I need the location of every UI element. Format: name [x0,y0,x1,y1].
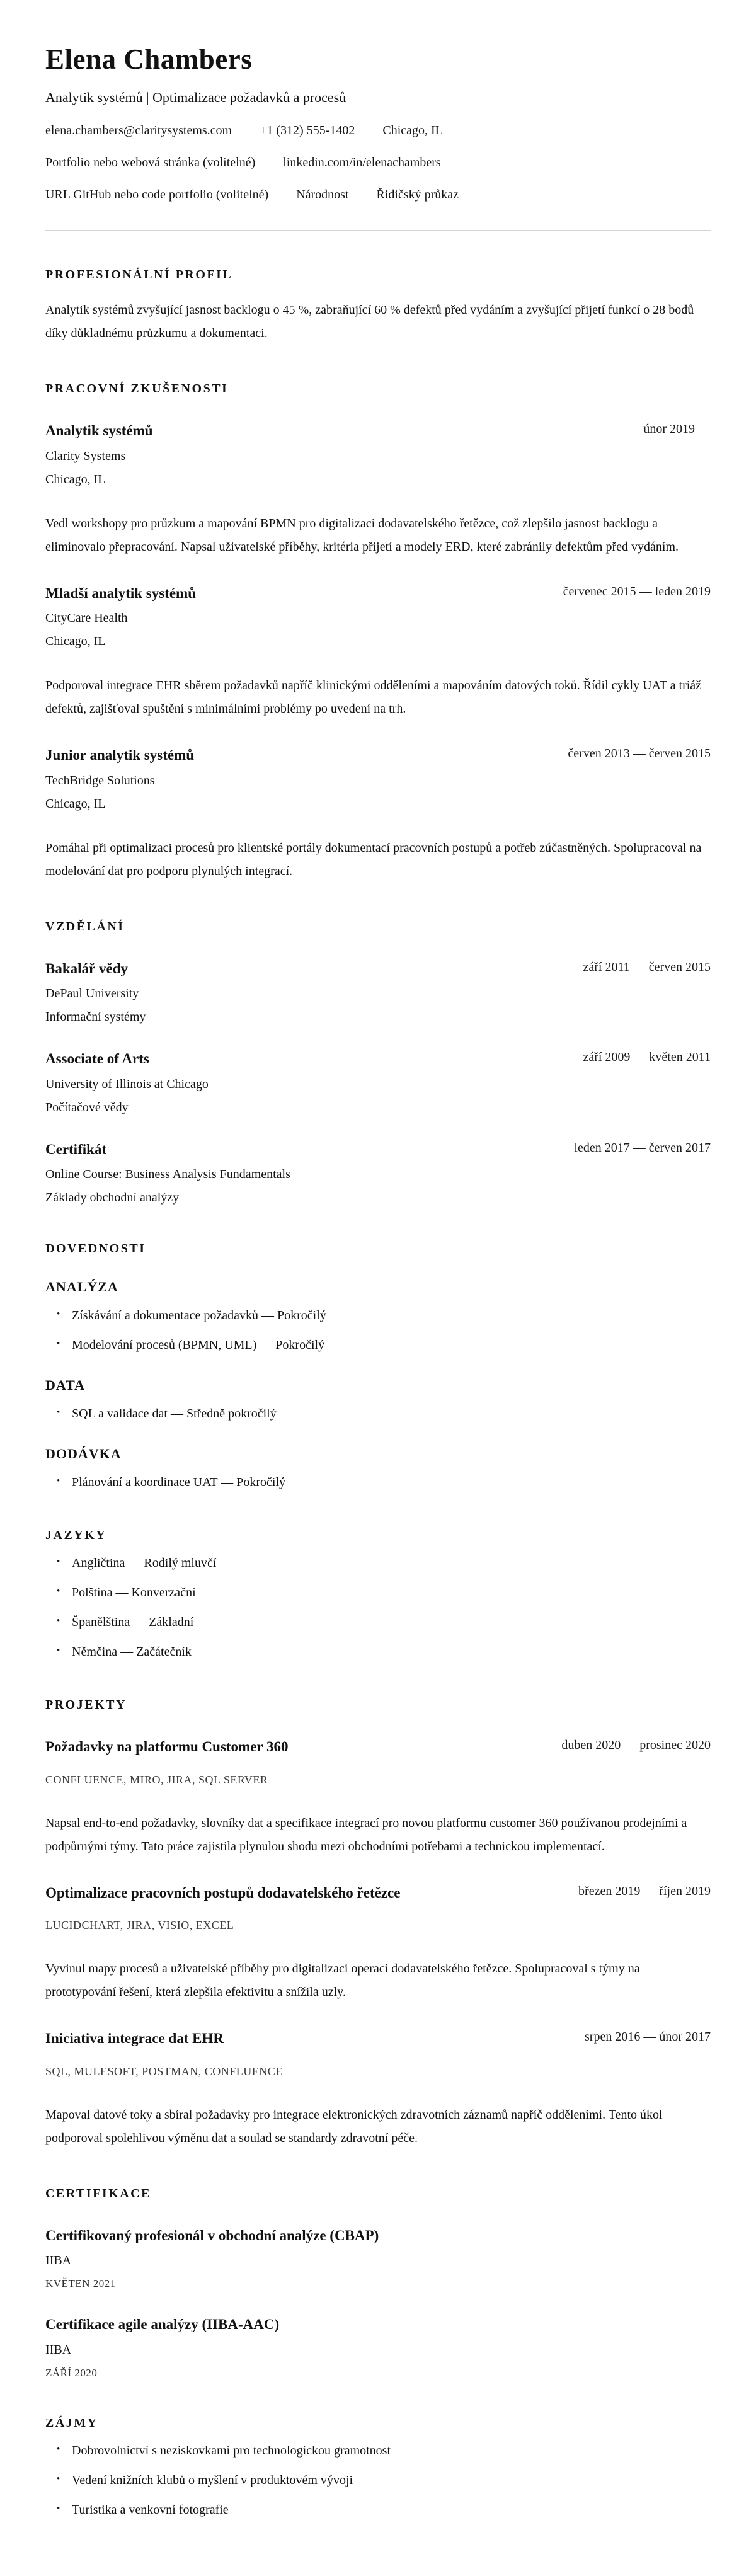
bullet-icon: • [57,2444,60,2454]
job-location: Chicago, IL [45,472,106,486]
section-experience [45,382,711,883]
project-dates: srpen 2016 — únor 2017 [585,2030,711,2044]
job-entry [45,745,711,883]
resume-header [45,43,711,231]
certification-date: KVĚTEN 2021 [45,2277,116,2289]
section-projects [45,1698,711,2150]
project-header [45,1736,711,1758]
language-list [45,1554,711,1661]
project-dates: březen 2019 — říjen 2019 [578,1884,711,1898]
contact-portfolio-placeholder: Portfolio nebo webová stránka (volitelné) [45,156,256,169]
certification-title: Certifikace agile analýzy (IIBA-AAC) [45,2316,280,2332]
project-header [45,1882,711,1904]
certification-entry [45,2314,711,2379]
job-location: Chicago, IL [45,796,106,811]
interests-heading: ZÁJMY [45,2415,98,2430]
bullet-icon: • [57,1309,60,1319]
language-item [57,1583,702,1602]
job-dates: červenec 2015 — leden 2019 [563,584,711,598]
project-title: Požadavky na platformu Customer 360 [45,1739,289,1755]
skills-heading: DOVEDNOSTI [45,1242,146,1256]
job-dates: únor 2019 — [643,422,711,436]
interest-item-label: Turistika a venkovní fotografie [72,2502,229,2517]
job-company: TechBridge Solutions [45,773,155,787]
education-dates: září 2011 — červen 2015 [583,959,711,974]
header-divider [45,230,711,231]
interest-item-label: Vedení knižních klubů o myšlení v produktovém vývoji [72,2473,353,2487]
field-of-study: Informační systémy [45,1010,146,1024]
project-entry [45,1882,711,2005]
field-of-study: Počítačové vědy [45,1100,129,1114]
contact-github-placeholder: URL GitHub nebo code portfolio (volitelné) [45,188,269,202]
contact-row-1 [45,123,711,138]
skill-group-name: DODÁVKA [45,1446,122,1462]
project-description: Mapoval datové toky a sbíral požadavky pro integrace elektronických zdravotních záznamů napříč odděleními. Tento úkol podporoval spolehlivou výměnu dat a soulad se standardy zdravotní péče. [45,2107,663,2145]
bullet-icon: • [57,1616,60,1626]
language-item-label: Němčina — Začátečník [72,1645,192,1659]
skill-list [45,1306,711,1354]
degree-title: Bakalář vědy [45,960,128,976]
bullet-icon: • [57,1586,60,1596]
languages-heading: JAZYKY [45,1528,107,1542]
contact-email: elena.chambers@claritysystems.com [45,123,232,137]
job-company: CityCare Health [45,611,128,625]
skill-item [57,1306,702,1325]
project-description: Vyvinul mapy procesů a uživatelské příběhy pro digitalizaci operací dodavatelského řetězce. Spolupracoval s týmy na prototypování řešení, která zlepšila efektivitu a snížila uzly. [45,1962,640,1999]
education-header [45,1139,711,1161]
candidate-name: Elena Chambers [45,43,253,75]
project-description: Napsal end-to-end požadavky, slovníky dat a specifikace integrací pro novou platformu customer 360 používanou prodejními a podpůrnými týmy. Tato práce zajistila plynulou shodu mezi obchodními potřebami a technickou implementací. [45,1816,687,1853]
section-certifications [45,2187,711,2379]
contact-nationality-placeholder: Národnost [296,188,349,202]
job-description: Pomáhal při optimalizaci procesů pro klientské portály dokumentací pracovních postupů a potřeb zúčastněných. Spolupracoval na modelování dat pro podporu plynulých integrací. [45,840,702,878]
language-item [57,1554,702,1572]
project-header [45,2028,711,2050]
degree-title: Certifikát [45,1141,107,1157]
degree-title: Associate of Arts [45,1051,149,1067]
certification-date: ZÁŘÍ 2020 [45,2366,98,2379]
profile-heading: PROFESIONÁLNÍ PROFIL [45,268,233,282]
education-dates: leden 2017 — červen 2017 [574,1140,711,1155]
project-dates: duben 2020 — prosinec 2020 [561,1738,711,1752]
skill-list [45,1473,711,1492]
certification-entry [45,2225,711,2291]
project-title: Optimalizace pracovních postupů dodavatelského řetězce [45,1884,401,1901]
education-dates: září 2009 — květen 2011 [583,1050,711,1064]
job-title: Junior analytik systémů [45,747,195,763]
section-languages [45,1528,711,1661]
contact-location: Chicago, IL [382,123,443,137]
job-title: Mladší analytik systémů [45,585,196,601]
contact-phone: +1 (312) 555-1402 [260,123,355,137]
section-profile [45,268,711,345]
experience-heading: PRACOVNÍ ZKUŠENOSTI [45,382,229,396]
job-header [45,420,711,442]
contact-license-placeholder: Řidičský průkaz [376,188,459,202]
job-description: Vedl workshopy pro průzkum a mapování BPMN pro digitalizaci dodavatelského řetězce, což zlepšilo jasnost backlogu a eliminovalo přepracování. Napsal uživatelské příběhy, kritéria přijetí a modely ERD, které zabránily defektům před vydáním. [45,516,679,554]
skill-item-label: Získávání a dokumentace požadavků — Pokročilý [72,1308,326,1322]
skill-item-label: Plánování a koordinace UAT — Pokročilý [72,1475,286,1489]
contact-row-2 [45,156,711,170]
interest-item [57,2500,702,2519]
bullet-icon: • [57,1407,60,1417]
job-header [45,745,711,767]
certification-issuer: IIBA [45,2253,72,2267]
project-entry [45,2028,711,2150]
profile-text: Analytik systémů zvyšující jasnost backlogu o 45 %, zabraňující 60 % defektů před vydáním a zvyšující přijetí funkcí o 28 bodů díky důkladnému průzkumu a dokumentaci. [45,303,694,340]
bullet-icon: • [57,2473,60,2484]
job-entry [45,583,711,721]
job-entry [45,420,711,559]
language-item [57,1613,702,1632]
skill-group [45,1377,711,1423]
skill-item [57,1336,702,1354]
school-name: Online Course: Business Analysis Fundamentals [45,1167,290,1181]
bullet-icon: • [57,1476,60,1486]
interest-item [57,2441,702,2460]
bullet-icon: • [57,1646,60,1656]
job-dates: červen 2013 — červen 2015 [568,747,711,760]
projects-heading: PROJEKTY [45,1698,127,1712]
section-education [45,920,711,1206]
skill-item [57,1473,702,1492]
education-entry [45,1139,711,1206]
interest-item [57,2471,702,2490]
skill-group-name: DATA [45,1377,86,1393]
skill-item [57,1404,702,1423]
skill-list [45,1404,711,1423]
school-name: University of Illinois at Chicago [45,1077,209,1091]
skill-group [45,1446,711,1492]
skill-group-name: ANALÝZA [45,1279,118,1295]
project-tools: LUCIDCHART, JIRA, VISIO, EXCEL [45,1919,234,1932]
job-header [45,583,711,605]
candidate-headline: Analytik systémů | Optimalizace požadavků a procesů [45,89,346,105]
field-of-study: Základy obchodní analýzy [45,1191,180,1205]
bullet-icon: • [57,1557,60,1567]
job-company: Clarity Systems [45,449,126,463]
language-item-label: Polština — Konverzační [72,1586,196,1600]
job-title: Analytik systémů [45,423,153,438]
certifications-heading: CERTIFIKACE [45,2186,151,2201]
job-description: Podporoval integrace EHR sběrem požadavků napříč klinickými odděleními a mapováním datových toků. Řídil cykly UAT a triáž defektů, zajišťoval spuštění s minimálními problémy po uvedení na trh. [45,678,702,716]
project-tools: SQL, MULESOFT, POSTMAN, CONFLUENCE [45,2064,283,2078]
education-entry [45,1048,711,1115]
interest-list [45,2441,711,2519]
section-interests [45,2416,711,2519]
education-entry [45,958,711,1025]
contact-row-3 [45,188,711,202]
interest-item-label: Dobrovolnictví s neziskovkami pro technologickou gramotnost [72,2443,391,2458]
project-tools: CONFLUENCE, MIRO, JIRA, SQL SERVER [45,1773,268,1786]
language-item [57,1642,702,1661]
section-skills [45,1242,711,1492]
skill-item-label: SQL a validace dat — Středně pokročilý [72,1407,277,1421]
contact-linkedin: linkedin.com/in/elenachambers [283,156,441,169]
education-header [45,1048,711,1070]
bullet-icon: • [57,1339,60,1349]
school-name: DePaul University [45,987,139,1000]
job-location: Chicago, IL [45,634,106,648]
education-header [45,958,711,980]
certification-title: Certifikovaný profesionál v obchodní analýze (CBAP) [45,2227,379,2243]
skill-item-label: Modelování procesů (BPMN, UML) — Pokročilý [72,1338,325,1352]
bullet-icon: • [57,2503,60,2514]
language-item-label: Angličtina — Rodilý mluvčí [72,1556,217,1570]
project-entry [45,1736,711,1858]
project-title: Iniciativa integrace dat EHR [45,2030,224,2046]
certification-issuer: IIBA [45,2342,72,2357]
skill-group [45,1279,711,1354]
education-heading: VZDĚLÁNÍ [45,919,125,934]
language-item-label: Španělština — Základní [72,1615,194,1629]
